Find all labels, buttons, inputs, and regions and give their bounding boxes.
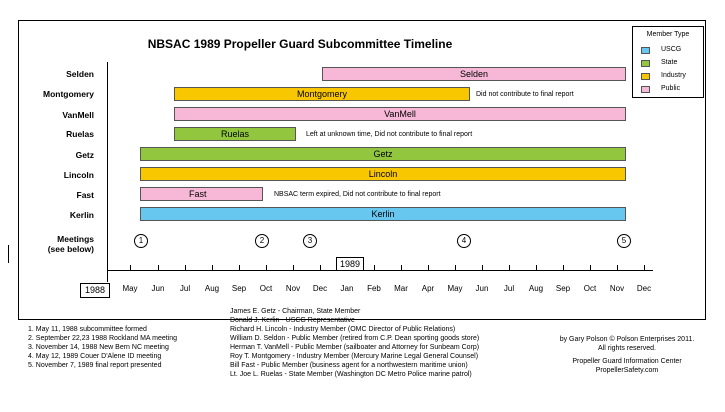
year-label-1988: 1988	[80, 283, 110, 298]
legend-swatch-state	[641, 60, 650, 67]
month-label: Aug	[204, 284, 220, 293]
meeting-marker-4: 4	[457, 234, 471, 248]
bar-fast: Fast	[140, 187, 263, 201]
month-label: May	[122, 284, 138, 293]
bar-getz: Getz	[140, 147, 626, 161]
x-axis-line	[107, 270, 653, 271]
roster-kerlin: Donald J. Kerlin - USCG Representative	[230, 317, 355, 324]
month-label: Sep	[231, 284, 247, 293]
bar-lincoln: Lincoln	[140, 167, 626, 181]
month-label: Nov	[609, 284, 625, 293]
meeting-marker-5: 5	[617, 234, 631, 248]
x-tick	[401, 265, 402, 271]
month-label: May	[447, 284, 463, 293]
x-tick	[185, 265, 186, 271]
event-2: 2. September 22,23 1988 Rockland MA meeting	[28, 335, 178, 342]
month-label: Jul	[179, 284, 191, 293]
note-fast: NBSAC term expired, Did not contribute to final report	[274, 191, 441, 198]
chart-title: NBSAC 1989 Propeller Guard Subcommittee Timeline	[147, 37, 453, 51]
bar-vanmell: VanMell	[174, 107, 626, 121]
row-label-montgomery: Montgomery	[43, 89, 94, 99]
bar-ruelas: Ruelas	[174, 127, 296, 141]
meetings-sublabel: (see below)	[47, 244, 94, 254]
x-tick	[590, 265, 591, 271]
y-axis-line	[107, 62, 108, 282]
row-label-selden: Selden	[66, 69, 94, 79]
row-label-ruelas: Ruelas	[66, 129, 94, 139]
month-label: Oct	[583, 284, 597, 293]
x-tick	[428, 265, 429, 271]
legend-swatch-public	[641, 86, 650, 93]
event-4: 4. May 12, 1989 Couer D'Alene ID meeting	[28, 353, 162, 360]
meeting-marker-3: 3	[303, 234, 317, 248]
x-tick	[617, 265, 618, 271]
margin-mark	[8, 245, 9, 263]
meeting-marker-1: 1	[134, 234, 148, 248]
x-tick	[455, 265, 456, 271]
month-label: Sep	[555, 284, 571, 293]
x-tick	[320, 265, 321, 271]
row-label-fast: Fast	[76, 190, 94, 200]
x-tick	[509, 265, 510, 271]
credit-rights: All rights reserved.	[598, 345, 656, 352]
month-label: Nov	[285, 284, 301, 293]
year-label-1989: 1989	[336, 257, 364, 271]
event-1: 1. May 11, 1988 subcommittee formed	[28, 326, 147, 333]
month-label: Dec	[636, 284, 652, 293]
x-tick	[644, 265, 645, 271]
row-label-kerlin: Kerlin	[69, 210, 94, 220]
legend-swatch-uscg	[641, 47, 650, 54]
month-label: Jun	[475, 284, 489, 293]
legend-label-public: Public	[661, 85, 681, 92]
roster-lincoln: Richard H. Lincoln - Industry Member (OMC Director of Public Relations)	[230, 326, 456, 333]
month-label: Jul	[503, 284, 515, 293]
month-label: Oct	[259, 284, 273, 293]
bar-selden: Selden	[322, 67, 626, 81]
row-label-vanmell: VanMell	[62, 110, 94, 120]
x-tick	[563, 265, 564, 271]
x-tick	[130, 265, 131, 271]
roster-vanmell: Herman T. VanMell - Public Member (sailboater and Attorney for Sunbeam Corp)	[230, 344, 480, 351]
legend-swatch-industry	[641, 73, 650, 80]
x-tick	[239, 265, 240, 271]
legend	[632, 26, 704, 98]
note-montgomery: Did not contribute to final report	[476, 91, 574, 98]
month-label: Aug	[528, 284, 544, 293]
month-label: Jun	[151, 284, 165, 293]
credit-website: PropellerSafety.com	[595, 367, 659, 374]
meetings-label: Meetings	[57, 234, 94, 244]
note-ruelas: Left at unknown time, Did not contribute to final report	[306, 131, 473, 138]
x-tick	[293, 265, 294, 271]
row-label-lincoln: Lincoln	[63, 170, 94, 180]
x-tick	[482, 265, 483, 271]
roster-montgomery: Roy T. Montgomery - Industry Member (Mercury Marine Legal General Counsel)	[230, 353, 479, 360]
x-tick	[212, 265, 213, 271]
legend-label-industry: Industry	[661, 72, 686, 79]
bar-kerlin: Kerlin	[140, 207, 626, 221]
x-tick	[536, 265, 537, 271]
event-5: 5. November 7, 1989 final report presented	[28, 362, 162, 369]
bar-montgomery: Montgomery	[174, 87, 470, 101]
row-label-getz: Getz	[75, 150, 94, 160]
credit-center: Propeller Guard Information Center	[572, 358, 682, 365]
month-label: Jan	[340, 284, 354, 293]
legend-label-state: State	[661, 59, 678, 66]
month-label: Dec	[312, 284, 328, 293]
month-label: Feb	[367, 284, 381, 293]
x-tick	[158, 265, 159, 271]
roster-seldon: William D. Seldon - Public Member (retired from C.P. Dean sporting goods store)	[230, 335, 480, 342]
month-label: Mar	[394, 284, 408, 293]
meeting-marker-2: 2	[255, 234, 269, 248]
credit-author: by Gary Polson © Polson Enterprises 2011.	[559, 336, 695, 343]
x-tick	[266, 265, 267, 271]
legend-label-uscg: USCG	[661, 46, 682, 53]
x-tick	[374, 265, 375, 271]
legend-title: Member Type	[646, 31, 690, 38]
event-3: 3. November 14, 1988 New Bern NC meeting	[28, 344, 169, 351]
roster-getz: James E. Getz - Chairman, State Member	[230, 308, 361, 315]
roster-fast: Bill Fast - Public Member (business agent for a northwestern maritime union)	[230, 362, 468, 369]
month-label: Apr	[421, 284, 435, 293]
roster-ruelas: Lt. Joe L. Ruelas - State Member (Washington DC Metro Police marine patrol)	[230, 371, 472, 378]
